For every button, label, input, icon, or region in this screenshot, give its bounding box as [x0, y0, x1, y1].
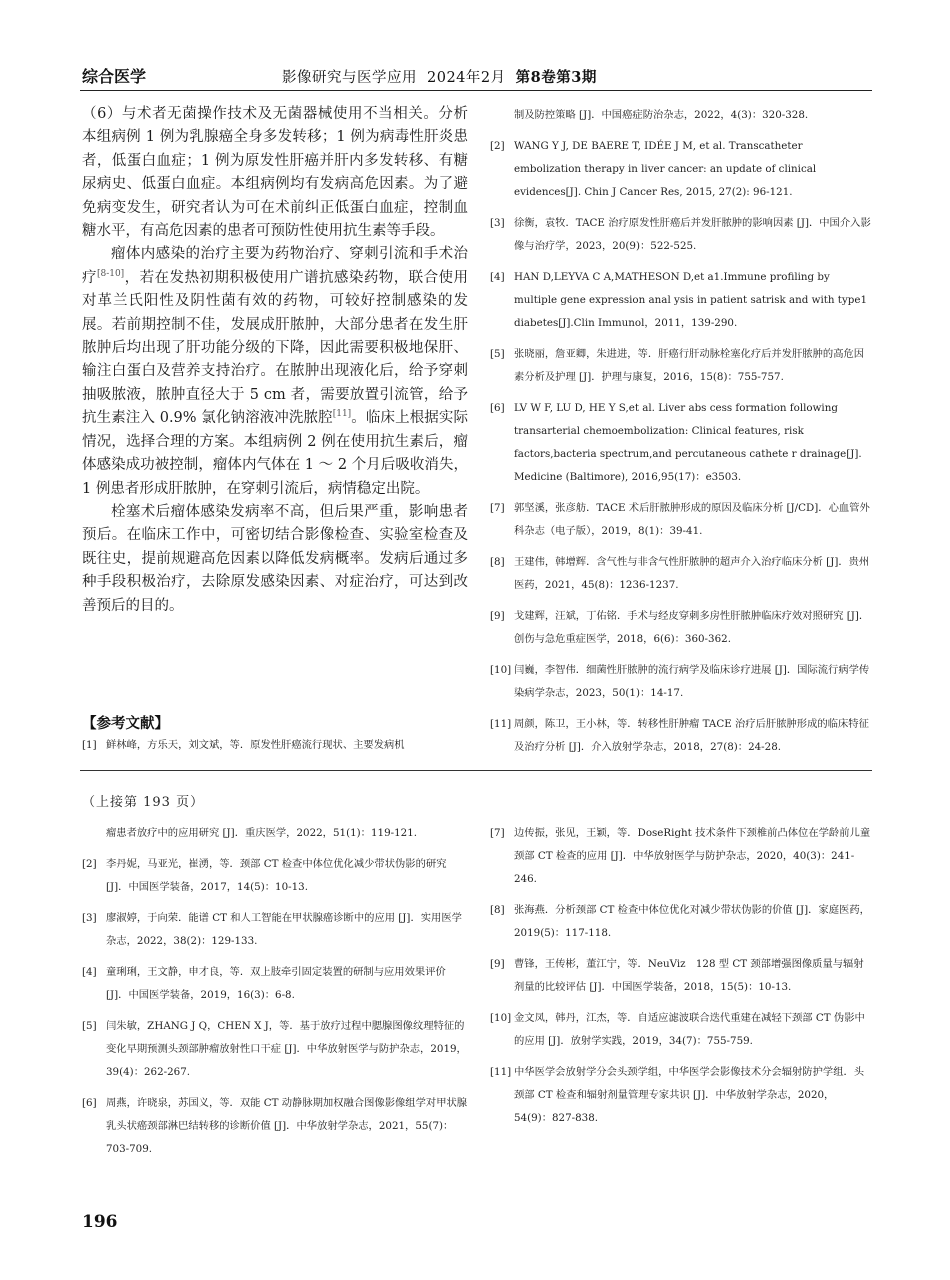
page-number: 196	[82, 1212, 118, 1232]
reference-item: [9] 戈建辉，汪斌，丁佑铭．手术与经皮穿刺多房性肝脓肿临床疗效对照研究 [J]．创伤与急危重症医学，2018，6(6)：360-362.	[490, 610, 870, 645]
reference-item: [4] 童琍琍，王文静，申才良，等．双上肢牵引固定装置的研制与应用效果评价 [J]．中国医学装备，2019，16(3)：6-8.	[82, 966, 446, 1001]
reference-item: [7] 郭坚溪，张彦舫．TACE 术后肝脓肿形成的原因及临床分析 [J/CD]．心血管外科杂志（电子版），2019，8(1)：39-41.	[490, 502, 870, 537]
reference-item: [8] 王建伟，韩增辉．含气性与非含气性肝脓肿的超声介入治疗临床分析 [J]．贵州医药，2021，45(8)：1236-1237.	[490, 556, 870, 591]
issue-date: 2024年2月	[427, 70, 506, 86]
reference-item: [5] 闫朱敏，ZHANG J Q，CHEN X J，等．基于放疗过程中腮腺图像纹理特征的变化早期预测头颈部肿瘤放射性口干症 [J]．中华放射医学与防护杂志，2019，39(4)：262-267.	[82, 1020, 467, 1078]
reference-item: [2] 李丹妮，马亚光，崔湧，等．颈部 CT 检查中体位优化减少带状伪影的研究 [J]．中国医学装备，2017，14(5)：10-13.	[82, 858, 447, 893]
reference-item: [9] 曹锋，王传彬，董江宁，等．NeuViz 128 型 CT 颈部增强图像质量与辐射剂量的比较评估 [J]．中国医学装备，2018，15(5)：10-13.	[490, 958, 864, 993]
paragraph-risk-factors: （6）与术者无菌操作技术及无菌器械使用不当相关。分析本组病例 1 例为乳腺癌全身多发转移；1 例为病毒性肝炎患者，低蛋白血症；1 例为原发性肝癌并肝内多发转移、有糖尿病史、低蛋白血症。本组病例均有发病高危因素。为了避免病变发生，研究者认为可在术前纠正低蛋白血症，控制血糖水平，有高危因素的患者可预防性使用抗生素等手段。	[82, 106, 468, 240]
reference-item: [1] 鲜林峰，方乐天，刘文斌，等．原发性肝癌流行现状、主要发病机	[82, 739, 405, 751]
reference-item: [5] 张晓丽，詹亚卿，朱进进，等．肝癌行肝动脉栓塞化疗后并发肝脓肿的高危因素分析及护理 [J]．护理与康复，2016，15(8)：755-757.	[490, 348, 865, 383]
paragraph-treatment: 瘤体内感染的治疗主要为药物治疗、穿刺引流和手术治疗[8-10]，若在发热初期积极使用广谱抗感染药物，联合使用对革兰氏阳性及阴性菌有效的药物，可较好控制感染的发展。若前期控制不佳，发展成肝脓肿，大部分患者在发生肝脓肿后均出现了肝功能分级的下降，因此需要积极地保肝、输注白蛋白及营养支持治疗。在脓肿出现液化后，给予穿刺抽吸脓液，脓肿直径大于 5 cm 者，需要放置引流管，给予抗生素注入 0.9% 氯化钠溶液冲洗脓腔[11]。临床上根据实际情况，选择合理的方案。本组病例 2 例在使用抗生素后，瘤体感染成功被控制，瘤体内气体在 1 ～ 2 个月后吸收消失，1 例患者形成肝脓肿，在穿刺引流后，病情稳定出院。	[82, 246, 469, 497]
journal-title: 影像研究与医学应用	[282, 70, 417, 86]
paragraph-conclusion: 栓塞术后瘤体感染发病率不高，但后果严重，影响患者预后。在临床工作中，可密切结合影像检查、实验室检查及既往史，提前规避高危因素以降低发病概率。发病后通过多种手段积极治疗，去除原发感染因素、对症治疗，可达到改善预后的目的。	[82, 503, 468, 614]
reference-item: [7] 边传振，张见，王颖，等．DoseRight 技术条件下颈椎前凸体位在学龄前儿童颈部 CT 检查的应用 [J]．中华放射医学与防护杂志，2020，40(3)：241-246.	[490, 827, 871, 885]
reference-item: [10] 闫巍，李智伟．细菌性肝脓肿的流行病学及临床诊疗进展 [J]．国际流行病学传染病学杂志，2023，50(1)：14-17.	[490, 664, 870, 699]
citation: [11]	[332, 409, 352, 420]
article-body	[82, 103, 468, 618]
reference-item: [6] 周燕，许晓泉，苏国义，等．双能 CT 动静脉期加权融合图像影像组学对甲状腺乳头状癌颈部淋巴结转移的诊断价值 [J]．中华放射学杂志，2021，55(7)：703-709.	[82, 1097, 468, 1155]
continued-reference-list-right	[490, 822, 872, 1138]
reference-item: [2] WANG Y J, DE BAERE T, IDÉE J M, et al. Transcatheter embolization therapy in liver cancer: an update of clinical evidences[J]. Chin J Cancer Res, 2015, 27(2): 96-121.	[490, 140, 817, 198]
continued-from-note: （上接第 193 页）	[82, 795, 205, 810]
references-heading: 【参考文献】	[82, 716, 169, 732]
section-divider	[80, 770, 872, 771]
reference-item: [3] 徐衡，袁牧．TACE 治疗原发性肝癌后并发肝脓肿的影响因素 [J]．中国介入影像与治疗学，2023，20(9)：522-525.	[490, 217, 871, 252]
continued-reference-list-left	[82, 822, 470, 1169]
reference-item: [11] 中华医学会放射学分会头颈学组，中华医学会影像技术分会辐射防护学组．头颈部 CT 检查和辐射剂量管理专家共识 [J]．中华放射学杂志，2020，54(9)：827-838.	[490, 1066, 865, 1124]
section-label: 综合医学	[82, 67, 147, 86]
citation: [8-10]	[96, 268, 125, 279]
header-rule	[80, 90, 872, 91]
reference-list-left	[82, 734, 468, 765]
reference-item: [4] HAN D,LEYVA C A,MATHESON D,et a1.Immune profiling by multiple gene expression anal ysis in patient satrisk and with type1 diabetes[J].Clin Immunol，2011，139-290.	[490, 271, 868, 329]
reference-item: [3] 廖淑婷，于向荣．能谱 CT 和人工智能在甲状腺癌诊断中的应用 [J]．实用医学杂志，2022，38(2)：129-133.	[82, 912, 462, 947]
reference-item: [6] LV W F, LU D, HE Y S,et al. Liver abs cess formation following transarterial chemoembolization: Clinical features, risk factors,bacteria spectrum,and percutaneous cathete r drainage[J]. Medicine (Baltimore), 2016,95(17)：e3503.	[490, 402, 862, 483]
reference-list-right	[490, 104, 872, 767]
reference-item: [11] 周颜，陈卫，王小林，等．转移性肝肿瘤 TACE 治疗后肝脓肿形成的临床特征及治疗分析 [J]．介入放射学杂志，2018，27(8)：24-28.	[490, 718, 869, 753]
reference-item: [10] 金文凤，韩丹，江杰，等．自适应滤波联合迭代重建在减轻下颈部 CT 伪影中的应用 [J]．放射学实践，2019，34(7)：755-759.	[490, 1012, 865, 1047]
reference-continuation: 瘤患者放疗中的应用研究 [J]．重庆医学，2022，51(1)：119-121.	[106, 827, 418, 839]
reference-item: [8] 张海燕．分析颈部 CT 检查中体位优化对减少带状伪影的价值 [J]．家庭医药，2019(5)：117-118.	[490, 904, 870, 939]
journal-header	[282, 66, 597, 87]
volume-issue: 第8卷第3期	[515, 69, 597, 86]
reference-continuation: 制及防控策略 [J]．中国癌症防治杂志，2022，4(3)：320-328.	[514, 109, 809, 121]
